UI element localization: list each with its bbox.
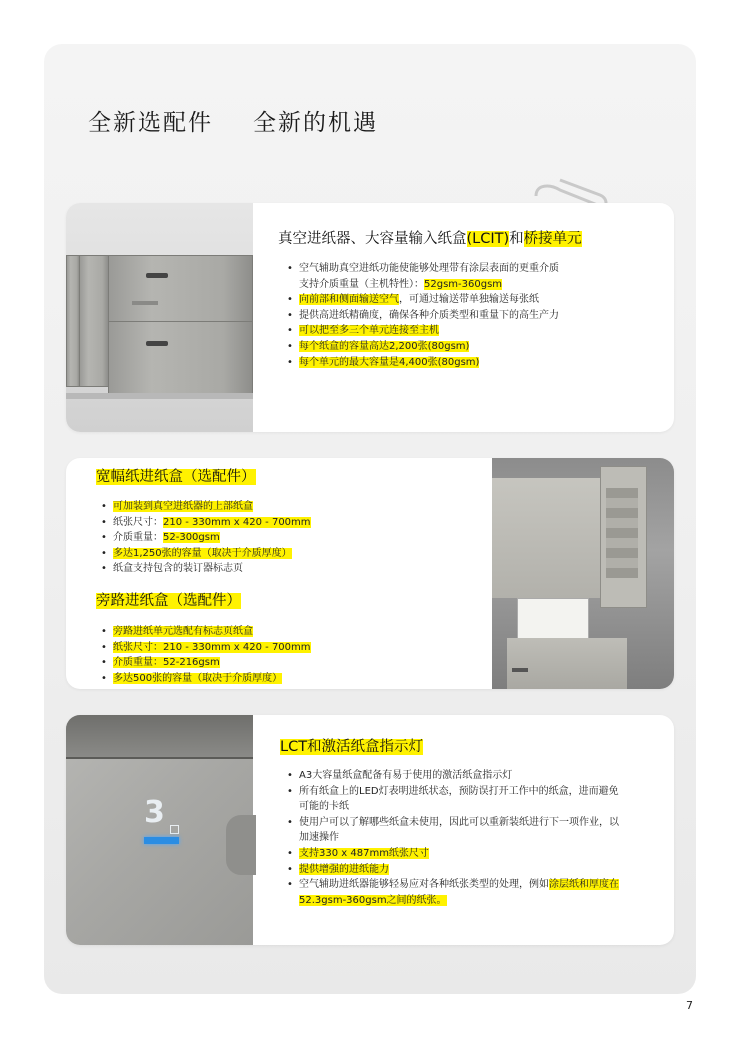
list-item: • 介质重量：52-300gsm [99, 530, 311, 546]
card1-title: 真空进纸器、大容量输入纸盒(LCIT)和桥接单元 [278, 231, 582, 247]
list-item: • 每个纸盒的容量高达2,200张(80gsm) [285, 339, 559, 355]
headline-part1: 全新选配件 [88, 110, 213, 136]
list-item: • 提供高进纸精确度，确保各种介质类型和重量下的高生产力 [285, 308, 559, 324]
card3-feature-list [285, 768, 619, 908]
list-item: • A3大容量纸盒配备有易于使用的激活纸盒指示灯 [285, 768, 619, 784]
list-item: • 空气辅助进纸器能够轻易应对各种纸张类型的处理，例如涂层纸和厚度在 52.3gsm-360gsm之间的纸张。 [285, 877, 619, 908]
list-item: • 使用户可以了解哪些纸盒未使用，因此可以重新装纸进行下一项作业，以 加速操作 [285, 815, 619, 846]
list-item: • 支持330 x 487mm纸张尺寸 [285, 846, 619, 862]
page-headline [88, 104, 418, 137]
tray-indicator-image [66, 715, 253, 945]
list-item: • 空气辅助真空进纸功能使能够处理带有涂层表面的更重介质 支持介质重量（主机特性）：52gsm-360gsm [285, 261, 559, 292]
list-item: • 可加装到真空进纸器的上部纸盒 [99, 499, 311, 515]
card3-title: LCT和激活纸盒指示灯 [280, 739, 424, 755]
card1-feature-list [285, 261, 559, 370]
wide-tray-image [492, 458, 674, 689]
list-item: • 所有纸盒上的LED灯表明进纸状态，预防误打开工作中的纸盒，进而避免 可能的卡纸 [285, 784, 619, 815]
lcit-machine-image [66, 203, 253, 432]
list-item: • 向前部和侧面输送空气，可通过输送带单独输送每张纸 [285, 292, 559, 308]
card2-bypass-tray-list [99, 624, 311, 686]
list-item: • 纸张尺寸：210 - 330mm x 420 - 700mm [99, 640, 311, 656]
list-item: • 多达500张的容量（取决于介质厚度） [99, 671, 311, 687]
headline-part2: 全新的机遇 [253, 110, 378, 136]
led-indicator [144, 837, 179, 844]
tray-number-label: 3 [144, 795, 165, 830]
list-item: • 提供增强的进纸能力 [285, 862, 619, 878]
list-item: • 纸盒支持包含的装订器标志页 [99, 561, 311, 577]
list-item: • 旁路进纸单元选配有标志页纸盒 [99, 624, 311, 640]
card2-title-wide-tray: 宽幅纸进纸盒（选配件） [96, 469, 256, 485]
list-item: • 每个单元的最大容量是4,400张(80gsm) [285, 355, 559, 371]
list-item: • 介质重量：52-216gsm [99, 655, 311, 671]
page-number: 7 [686, 999, 693, 1012]
list-item: • 可以把至多三个单元连接至主机 [285, 323, 559, 339]
list-item: • 多达1,250张的容量（取决于介质厚度） [99, 546, 311, 562]
vacuum-feeder-card [66, 203, 674, 432]
list-item: • 纸张尺寸：210 - 330mm x 420 - 700mm [99, 515, 311, 531]
wide-paper-tray-card [66, 458, 674, 689]
lct-indicator-card [66, 715, 674, 945]
card2-wide-tray-list [99, 499, 311, 577]
card2-title-bypass-tray: 旁路进纸盒（选配件） [96, 593, 241, 609]
